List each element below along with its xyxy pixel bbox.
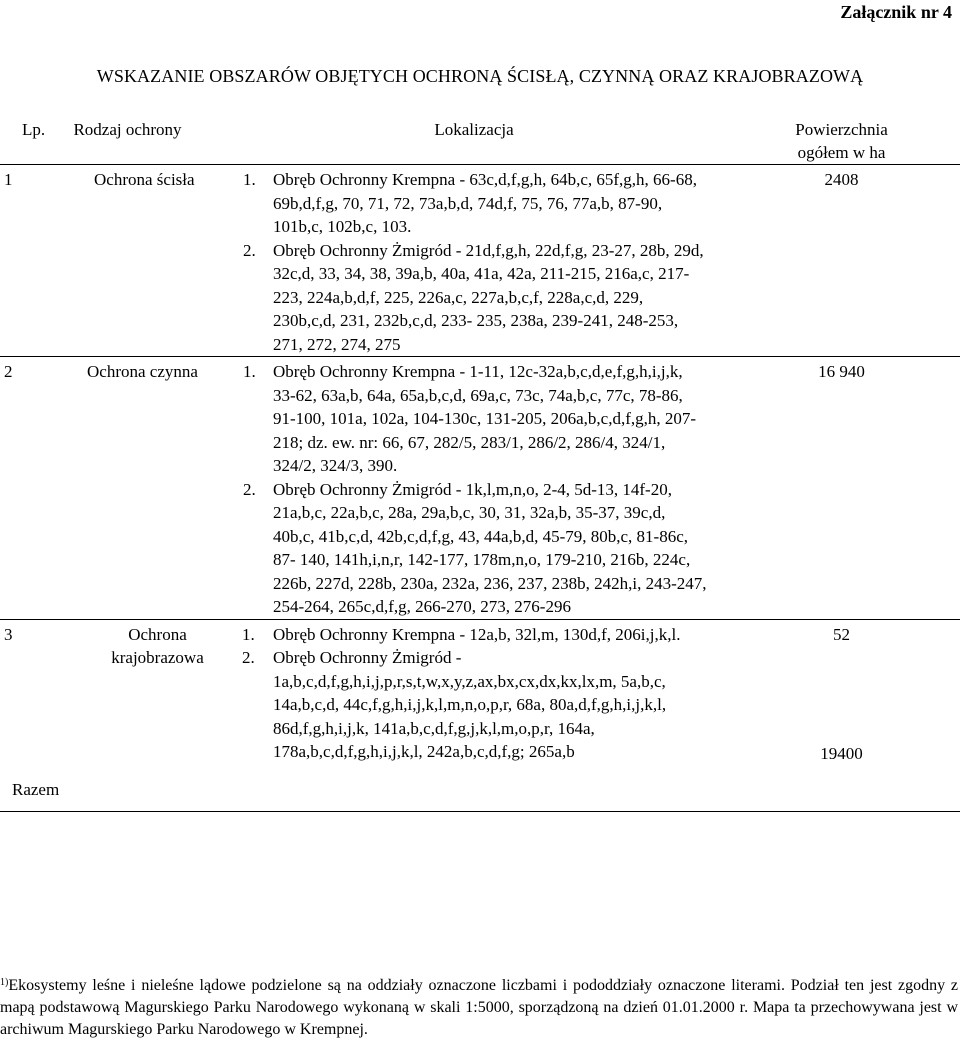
location-text: Obręb Ochronny Żmigród - 1a,b,c,d,f,g,h,i,j,p,r,s,t,w,x,y,z,ax,bx,cx,dx,kx,lx,m, 5a,b,c, 14a,b,c,d, 44c,f,g,h,i,j,k,l,m,n,o,p,r, 68a, 80a,d,f,g,h,i,j,k,l, 86d,f,g,h,i,j,k, 141a,b,c,d,f,g,j,k,l,m,o,p,r, 164a, 178a,b,c,d,f,g,h,i,j,k,l, 242a,b,c,d,f,g; 265a,b	[273, 648, 667, 761]
total-label: Razem	[0, 764, 225, 812]
total-row	[0, 764, 960, 812]
row-locations	[225, 619, 723, 764]
location-item	[243, 360, 723, 478]
total-value-cell	[723, 743, 960, 812]
table-row	[0, 165, 960, 357]
location-item	[243, 168, 723, 239]
location-text: Obręb Ochronny Krempna - 1-11, 12c-32a,b,c,d,e,f,g,h,i,j,k, 33-62, 63a,b, 64a, 65a,b,c,d, 69a,c, 73c, 74a,b,c, 77c, 78-86, 91-100, 101a, 102a, 104-130c, 131-205, 206a,b,c,d,f,g,h, 207-218; dz. ew. nr: 66, 67, 282/5, 283/1, 286/2, 286/4, 324/1, 324/2, 324/3, 390.	[273, 362, 697, 475]
row-locations	[225, 165, 723, 357]
location-number: 1.	[242, 624, 255, 644]
header-area-line2: ogółem w ha	[797, 143, 886, 162]
table-header-row	[0, 114, 960, 165]
row-lp: 3	[0, 619, 30, 764]
location-number: 2.	[243, 479, 256, 499]
row-area: 16 940	[723, 357, 960, 620]
location-text: Obręb Ochronny Krempna - 12a,b, 32l,m, 130d,f, 206i,j,k,l.	[273, 624, 681, 644]
footnote-marker: 1)	[0, 977, 9, 988]
row-type: Ochrona krajobrazowa	[30, 619, 225, 764]
document-title: WSKAZANIE OBSZARÓW OBJĘTYCH OCHRONĄ ŚCISŁĄ, CZYNNĄ ORAZ KRAJOBRAZOWĄ	[96, 66, 864, 86]
row-area: 52	[723, 619, 960, 764]
row-lp: 1	[4, 170, 13, 189]
annex-label: Załącznik nr 4	[840, 2, 952, 22]
footnote-text: Ekosystemy leśne i nieleśne lądowe podzielone są na oddziały oznaczone liczbami i pododdziały oznaczone literami. Podział ten jest zgodny z mapą podstawową Magurskiego Parku Narodowego wykonaną w skali 1:5000, sporządzoną na dzień 01.01.2000 r. Mapa ta przechowywana jest w archiwum Magurskiego Parku Narodowego w Krempnej.	[0, 977, 958, 1038]
total-spacer	[225, 764, 723, 812]
header-area	[723, 114, 960, 165]
footnote	[0, 972, 958, 1041]
location-number: 2.	[243, 240, 256, 260]
row-locations	[225, 357, 723, 620]
header-type: Rodzaj ochrony	[30, 114, 225, 165]
row-lp: 2	[0, 357, 30, 620]
location-item	[243, 239, 723, 357]
location-number: 2.	[242, 648, 255, 667]
location-text: Obręb Ochronny Krempna - 63c,d,f,g,h, 64b,c, 65f,g,h, 66-68, 69b,d,f,g, 70, 71, 72, 73a,b,d, 74d,f, 75, 76, 77a,b, 87-90, 101b,c, 102b,c, 103.	[273, 170, 697, 236]
location-number: 1.	[243, 170, 256, 189]
location-text: Obręb Ochronny Żmigród - 21d,f,g,h, 22d,f,g, 23-27, 28b, 29d, 32c,d, 33, 34, 38, 39a,b, 40a, 41a, 42a, 211-215, 216a,c, 217-223, 224a,b,d,f, 225, 226a,c, 227a,b,c,f, 228a,c,d, 229, 230b,c,d, 231, 232b,c,d, 233- 235, 238a, 239-241, 248-253, 271, 272, 274, 275	[273, 240, 704, 354]
header-location: Lokalizacja	[225, 114, 723, 165]
header-area-line1: Powierzchnia	[795, 120, 888, 139]
header-lp: Lp.	[0, 114, 30, 165]
location-number: 1.	[243, 362, 256, 381]
location-text: Obręb Ochronny Żmigród - 1k,l,m,n,o, 2-4, 5d-13, 14f-20, 21a,b,c, 22a,b,c, 28a, 29a,b,c, 30, 31, 32a,b, 35-37, 39c,d, 40b,c, 41b,c,d, 42b,c,d,f,g, 43, 44a,b,d, 45-79, 80b,c, 81-86c, 87- 140, 141h,i,n,r, 142-177, 178m,n,o, 179-210, 216b, 224c, 226b, 227d, 228b, 230a, 232a, 236, 237, 238b, 242h,i, 243-247, 254-264, 265c,d,f,g, 266-270, 273, 276-296	[273, 479, 707, 616]
total-value: 19400	[820, 743, 863, 763]
row-type: Ochrona czynna	[30, 357, 225, 620]
location-item	[243, 478, 723, 619]
protection-areas-table	[0, 114, 960, 812]
location-item	[242, 646, 723, 764]
location-item	[242, 623, 723, 647]
table-row	[0, 357, 960, 620]
row-area: 2408	[824, 170, 859, 189]
row-type: Ochrona ścisła	[94, 170, 195, 189]
